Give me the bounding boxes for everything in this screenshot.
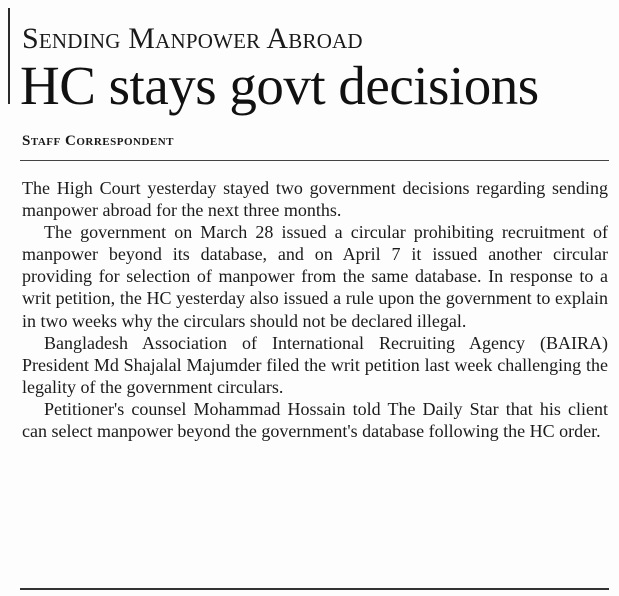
bottom-divider	[20, 588, 609, 590]
article-body	[22, 177, 608, 442]
byline: Staff Correspondent	[22, 133, 175, 149]
byline-divider	[20, 160, 609, 161]
article-paragraph-2: The government on March 28 issued a circular prohibiting recruitment of manpower beyond its database, and on April 7 it issued another circular providing for selection of manpower from the same database. In response to a writ petition, the HC yesterday also issued a rule upon the government to explain in two weeks why the circulars should not be declared illegal.	[22, 222, 608, 331]
article-paragraph-3: Bangladesh Association of International Recruiting Agency (BAIRA) President Md Shajalal Majumder filed the writ petition last week challenging the legality of the government circulars.	[22, 332, 608, 397]
article-paragraph-4: Petitioner's counsel Mohammad Hossain told The Daily Star that his client can select manpower beyond the government's database following the HC order.	[22, 398, 608, 442]
article-paragraph-1: The High Court yesterday stayed two government decisions regarding sending manpower abroad for the next three months.	[22, 178, 608, 221]
left-column-rule	[8, 8, 10, 104]
main-headline: HC stays govt decisions	[20, 55, 539, 116]
kicker-headline: Sending Manpower Abroad	[22, 22, 363, 55]
